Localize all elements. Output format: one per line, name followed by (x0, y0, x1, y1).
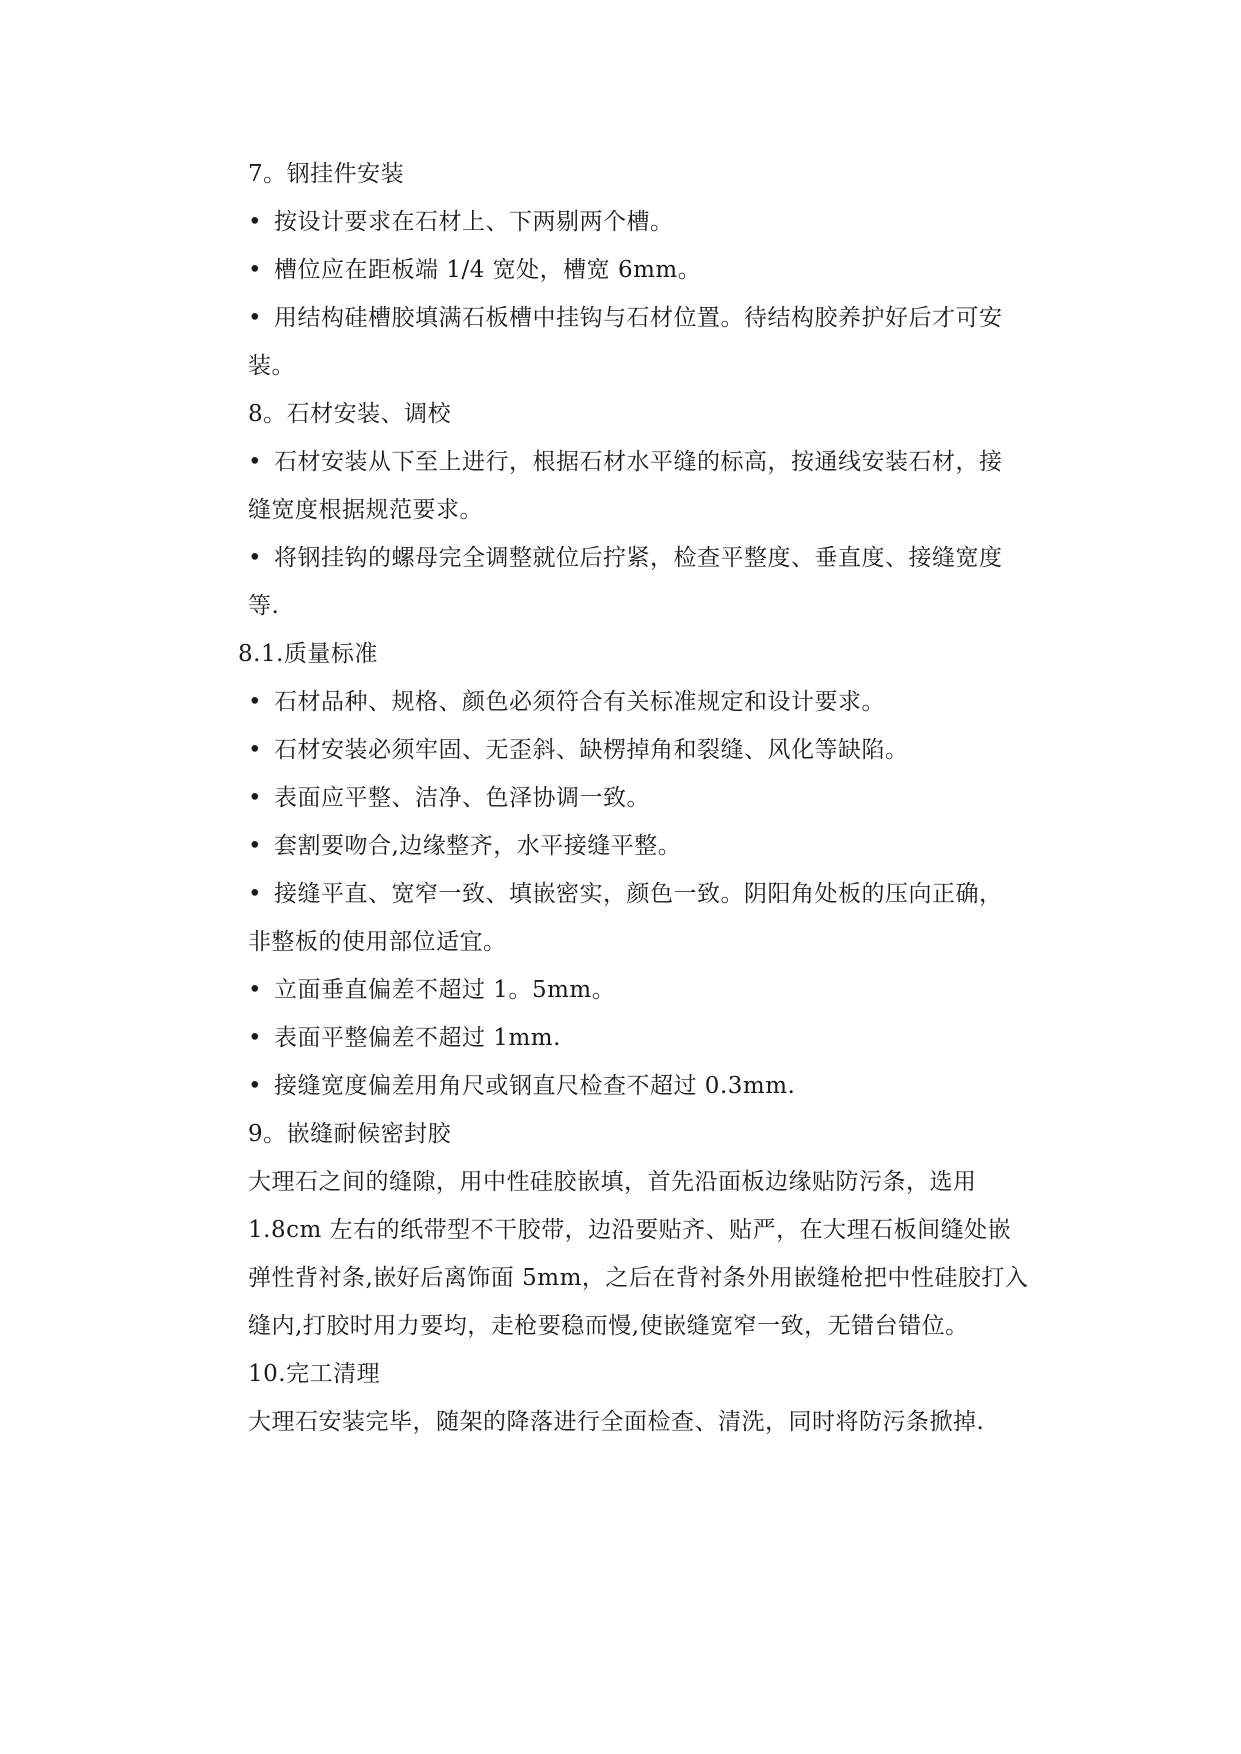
section-10-heading: 10.完工清理 (248, 1361, 381, 1387)
bullet-item (248, 1014, 1048, 1062)
bullet-continuation: 装。 (248, 353, 295, 379)
bullet-item (248, 870, 1048, 918)
bullet-text: 石材安装从下至上进行，根据石材水平缝的标高，按通线安装石材，接 (274, 449, 1003, 475)
bullet-item (248, 726, 1048, 774)
document-body (238, 150, 1048, 1446)
section-7-heading: 7。钢挂件安装 (248, 161, 405, 187)
bullet-dot: • (248, 1025, 263, 1051)
bullet-item (248, 774, 1048, 822)
bullet-text: 将钢挂钩的螺母完全调整就位后拧紧，检查平整度、垂直度、接缝宽度 (274, 545, 1003, 571)
bullet-text: 按设计要求在石材上、下两剔两个槽。 (274, 209, 674, 235)
bullet-dot: • (248, 833, 263, 859)
bullet-continuation: 缝宽度根据规范要求。 (248, 497, 483, 523)
paragraph-line: 1.8cm 左右的纸带型不干胶带，边沿要贴齐、贴严，在大理石板间缝处嵌 (248, 1217, 1012, 1243)
bullet-item (248, 534, 1048, 582)
bullet-continuation: 等. (248, 593, 280, 619)
paragraph-line: 大理石安装完毕，随架的降落进行全面检查、清洗，同时将防污条掀掉. (248, 1409, 985, 1435)
bullet-dot: • (248, 785, 263, 811)
section-8-1-heading: 8.1.质量标准 (238, 641, 378, 667)
bullet-dot: • (248, 881, 263, 907)
bullet-text: 用结构硅槽胶填满石板槽中挂钩与石材位置。待结构胶养护好后才可安 (274, 305, 1003, 331)
bullet-dot: • (248, 257, 263, 283)
bullet-continuation: 非整板的使用部位适宜。 (248, 929, 507, 955)
bullet-text: 表面平整偏差不超过 1mm. (274, 1025, 561, 1051)
bullet-item (248, 1062, 1048, 1110)
bullet-dot: • (248, 209, 263, 235)
bullet-text: 立面垂直偏差不超过 1。5mm。 (274, 977, 616, 1003)
bullet-dot: • (248, 305, 263, 331)
bullet-item (248, 246, 1048, 294)
bullet-item (248, 438, 1048, 486)
bullet-item (248, 294, 1048, 342)
bullet-item (248, 966, 1048, 1014)
bullet-text: 接缝宽度偏差用角尺或钢直尺检查不超过 0.3mm. (274, 1073, 796, 1099)
bullet-dot: • (248, 737, 263, 763)
paragraph-line: 缝内,打胶时用力要均，走枪要稳而慢,使嵌缝宽窄一致，无错台错位。 (248, 1313, 969, 1339)
section-8-heading: 8。石材安装、调校 (248, 401, 452, 427)
bullet-item (248, 822, 1048, 870)
bullet-text: 石材品种、规格、颜色必须符合有关标准规定和设计要求。 (274, 689, 885, 715)
bullet-item (248, 678, 1048, 726)
paragraph-line: 弹性背衬条,嵌好后离饰面 5mm，之后在背衬条外用嵌缝枪把中性硅胶打入 (248, 1265, 1029, 1291)
bullet-text: 套割要吻合,边缘整齐，水平接缝平整。 (274, 833, 682, 859)
bullet-text: 表面应平整、洁净、色泽协调一致。 (274, 785, 650, 811)
section-9-heading: 9。嵌缝耐候密封胶 (248, 1121, 452, 1147)
bullet-dot: • (248, 449, 263, 475)
bullet-text: 石材安装必须牢固、无歪斜、缺楞掉角和裂缝、风化等缺陷。 (274, 737, 909, 763)
bullet-dot: • (248, 977, 263, 1003)
bullet-dot: • (248, 1073, 263, 1099)
bullet-text: 槽位应在距板端 1/4 宽处，槽宽 6mm。 (274, 257, 702, 283)
bullet-text: 接缝平直、宽窄一致、填嵌密实，颜色一致。阴阳角处板的压向正确， (274, 881, 1003, 907)
paragraph-line: 大理石之间的缝隙，用中性硅胶嵌填，首先沿面板边缘贴防污条，选用 (248, 1169, 977, 1195)
bullet-dot: • (248, 545, 263, 571)
bullet-item (248, 198, 1048, 246)
bullet-dot: • (248, 689, 263, 715)
